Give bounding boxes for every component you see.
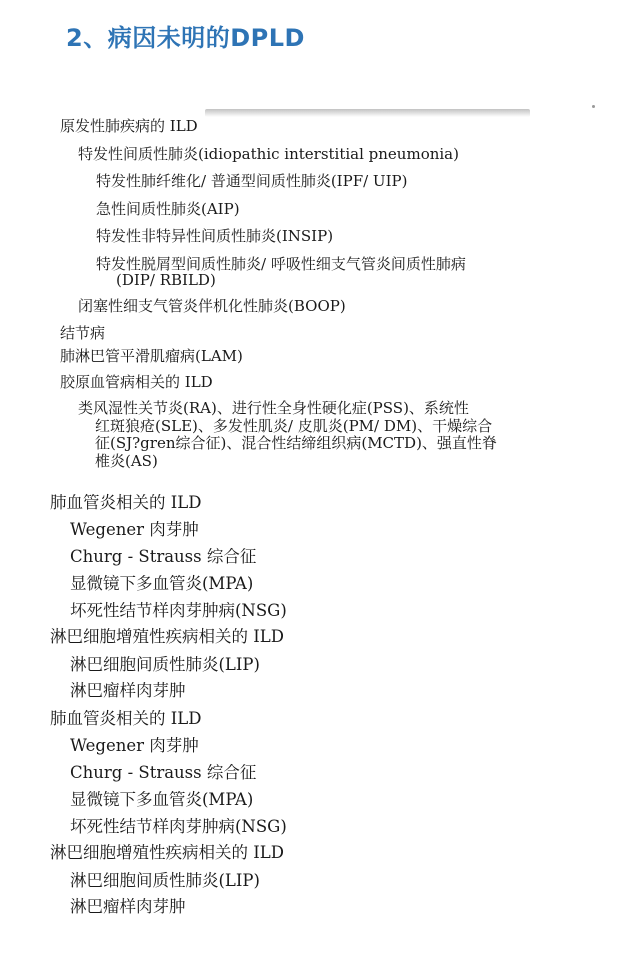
paragraph-line: 征(SJ?gren综合征)、混合性结缔组织病(MCTD)、强直性脊 (95, 434, 497, 452)
item-boop: 闭塞性细支气管炎伴机化性肺炎(BOOP) (78, 297, 346, 315)
item-wegener: Wegener 肉芽肿 (70, 736, 199, 755)
paragraph-line: 红斑狼疮(SLE)、多发性肌炎/ 皮肌炎(PM/ DM)、干燥综合 (95, 416, 493, 435)
item-lymphomatoid-granulomatosis: 淋巴瘤样肉芽肿 (70, 681, 186, 700)
category-collagen-vascular-ild: 胶原血管病相关的 ILD (60, 373, 213, 391)
category-lam: 肺淋巴管平滑肌瘤病(LAM) (60, 347, 243, 365)
page-heading: 2、病因未明的DPLD (66, 24, 305, 52)
item-aip: 急性间质性肺炎(AIP) (96, 200, 240, 218)
paragraph-line: 椎炎(AS) (95, 451, 158, 470)
category-sarcoidosis: 结节病 (60, 324, 106, 342)
scan-speck (592, 105, 595, 108)
category-vasculitis-ild: 肺血管炎相关的 ILD (50, 709, 202, 728)
item-ipf-uip: 特发性肺纤维化/ 普通型间质性肺炎(IPF/ UIP) (96, 172, 408, 190)
item-churg-strauss: Churg - Strauss 综合征 (70, 547, 257, 566)
category-lymphoproliferative-ild: 淋巴细胞增殖性疾病相关的 ILD (50, 843, 284, 862)
item-idiopathic-interstitial-pneumonia: 特发性间质性肺炎(idiopathic interstitial pneumonia) (78, 145, 459, 163)
item-lip: 淋巴细胞间质性肺炎(LIP) (70, 655, 260, 674)
item-lip: 淋巴细胞间质性肺炎(LIP) (70, 871, 260, 890)
item-lymphomatoid-granulomatosis: 淋巴瘤样肉芽肿 (70, 897, 186, 916)
category-vasculitis-ild: 肺血管炎相关的 ILD (50, 493, 202, 512)
item-insip: 特发性非特异性间质性肺炎(INSIP) (96, 227, 334, 245)
collagen-vascular-diseases-paragraph (78, 400, 548, 470)
scan-shadow-edge (205, 109, 530, 117)
item-nsg: 坏死性结节样肉芽肿病(NSG) (70, 601, 287, 620)
item-wegener: Wegener 肉芽肿 (70, 520, 199, 539)
category-primary-lung-ild: 原发性肺疾病的 ILD (60, 117, 198, 135)
item-churg-strauss: Churg - Strauss 综合征 (70, 763, 257, 782)
category-lymphoproliferative-ild: 淋巴细胞增殖性疾病相关的 ILD (50, 627, 284, 646)
item-dip-rbild-abbr: (DIP/ RBILD) (116, 271, 216, 289)
item-dip-rbild: 特发性脱屑型间质性肺炎/ 呼吸性细支气管炎间质性肺病 (96, 255, 466, 273)
paragraph-line: 类风湿性关节炎(RA)、进行性全身性硬化症(PSS)、系统性 (78, 399, 469, 417)
item-mpa: 显微镜下多血管炎(MPA) (70, 574, 254, 593)
item-mpa: 显微镜下多血管炎(MPA) (70, 790, 254, 809)
item-nsg: 坏死性结节样肉芽肿病(NSG) (70, 817, 287, 836)
